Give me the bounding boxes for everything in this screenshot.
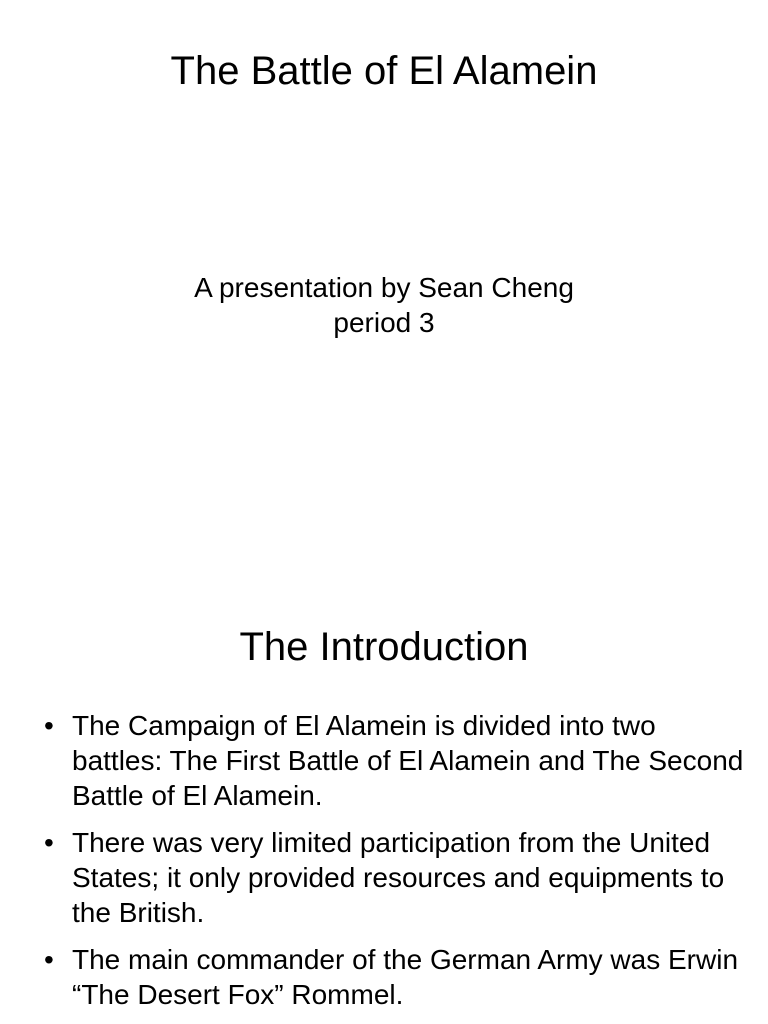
slide-title: The Battle of El Alamein	[170, 49, 598, 93]
bullet-text: The main commander of the German Army was Erwin “The Desert Fox” Rommel.	[72, 944, 739, 1010]
bullet-text: There was very limited participation from the United States; it only provided resources and equipments to the British.	[72, 827, 725, 928]
bullet-icon: •	[44, 944, 54, 975]
bullet-item	[44, 708, 744, 813]
subtitle-line-author: A presentation by Sean Cheng	[194, 272, 574, 303]
bullet-item	[44, 942, 744, 1012]
bullet-item	[44, 825, 744, 930]
subtitle-line-period: period 3	[333, 307, 435, 338]
bullet-icon: •	[44, 827, 54, 858]
slide-title: The Introduction	[239, 625, 529, 669]
bullet-icon: •	[44, 710, 54, 741]
slide-subtitle	[0, 270, 768, 340]
bullet-list	[44, 708, 744, 1024]
introduction-slide	[0, 552, 768, 1024]
bullet-text: The Campaign of El Alamein is divided into two battles: The First Battle of El Alamein and The Second Battle of El Alamein.	[72, 710, 744, 811]
